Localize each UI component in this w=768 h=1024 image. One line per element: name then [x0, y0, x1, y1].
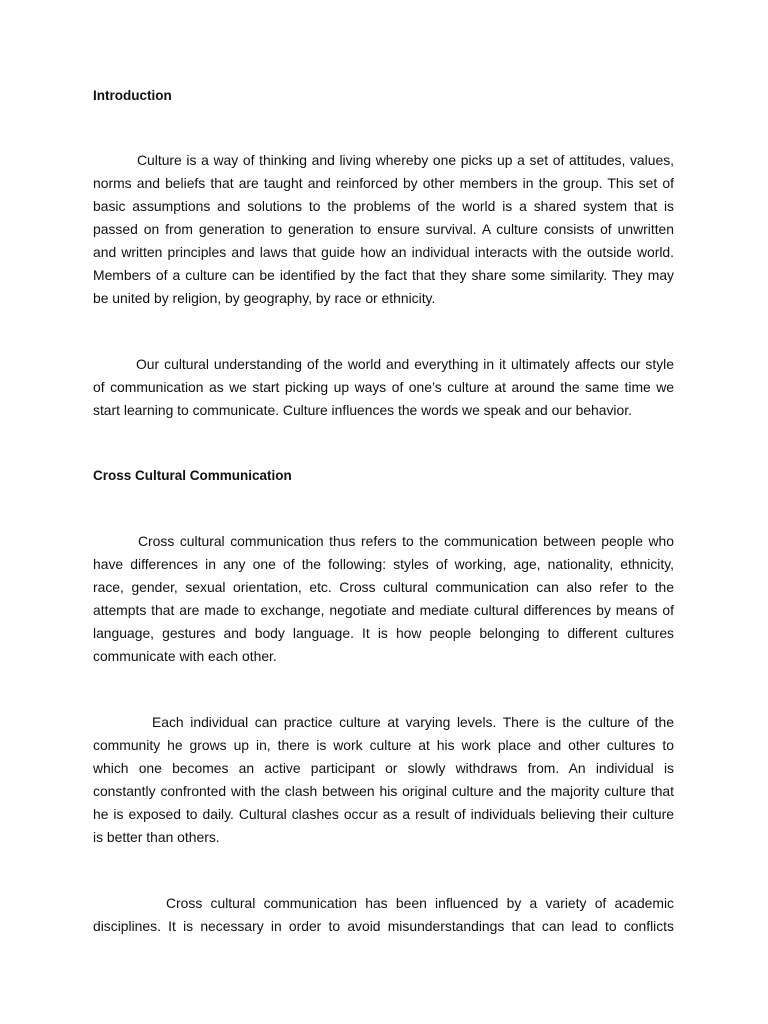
paragraph-line: and written principles and laws that guide how an individual interacts with the outside world. — [93, 244, 674, 260]
paragraph-line: attempts that are made to exchange, negotiate and mediate cultural differences by means of — [93, 602, 674, 618]
paragraph-line: of communication as we start picking up ways of one’s culture at around the same time we — [93, 379, 674, 395]
paragraph-cross-cultural-definition — [93, 530, 674, 668]
paragraph-culture-definition — [93, 149, 674, 310]
paragraph-line: be united by religion, by geography, by race or ethnicity. — [93, 290, 436, 306]
paragraph-line: start learning to communicate. Culture influences the words we speak and our behavior. — [93, 402, 632, 418]
paragraph-line: have differences in any one of the following: styles of working, age, nationality, ethnicity, — [93, 556, 674, 572]
paragraph-line: Each individual can practice culture at varying levels. There is the culture of the — [152, 714, 674, 730]
section-heading-cross-cultural: Cross Cultural Communication — [93, 468, 292, 483]
paragraph-line: disciplines. It is necessary in order to avoid misunderstandings that can lead to conflicts — [93, 918, 674, 934]
paragraph-line: basic assumptions and solutions to the problems of the world is a shared system that is — [93, 198, 674, 214]
paragraph-cultural-understanding — [93, 353, 674, 422]
paragraph-line: communicate with each other. — [93, 648, 277, 664]
paragraph-line: is better than others. — [93, 829, 220, 845]
paragraph-academic-disciplines — [93, 892, 674, 938]
paragraph-line: Cross cultural communication thus refers to the communication between people who — [138, 533, 674, 549]
paragraph-line: language, gestures and body language. It is how people belonging to different cultures — [93, 625, 674, 641]
paragraph-line: Our cultural understanding of the world and everything in it ultimately affects our style — [136, 356, 674, 372]
paragraph-culture-levels — [93, 711, 674, 849]
paragraph-line: community he grows up in, there is work culture at his work place and other cultures to — [93, 737, 674, 753]
section-heading-introduction: Introduction — [93, 88, 172, 103]
paragraph-line: Culture is a way of thinking and living whereby one picks up a set of attitudes, values, — [137, 152, 674, 168]
paragraph-line: he is exposed to daily. Cultural clashes occur as a result of individuals believing their culture — [93, 806, 674, 822]
paragraph-line: norms and beliefs that are taught and reinforced by other members in the group. This set of — [93, 175, 674, 191]
paragraph-line: Cross cultural communication has been influenced by a variety of academic — [166, 895, 674, 911]
paragraph-line: constantly confronted with the clash between his original culture and the majority culture that — [93, 783, 674, 799]
paragraph-line: passed on from generation to generation to ensure survival. A culture consists of unwritten — [93, 221, 674, 237]
paragraph-line: which one becomes an active participant or slowly withdraws from. An individual is — [93, 760, 674, 776]
paragraph-line: Members of a culture can be identified by the fact that they share some similarity. They may — [93, 267, 674, 283]
paragraph-line: race, gender, sexual orientation, etc. Cross cultural communication can also refer to the — [93, 579, 674, 595]
